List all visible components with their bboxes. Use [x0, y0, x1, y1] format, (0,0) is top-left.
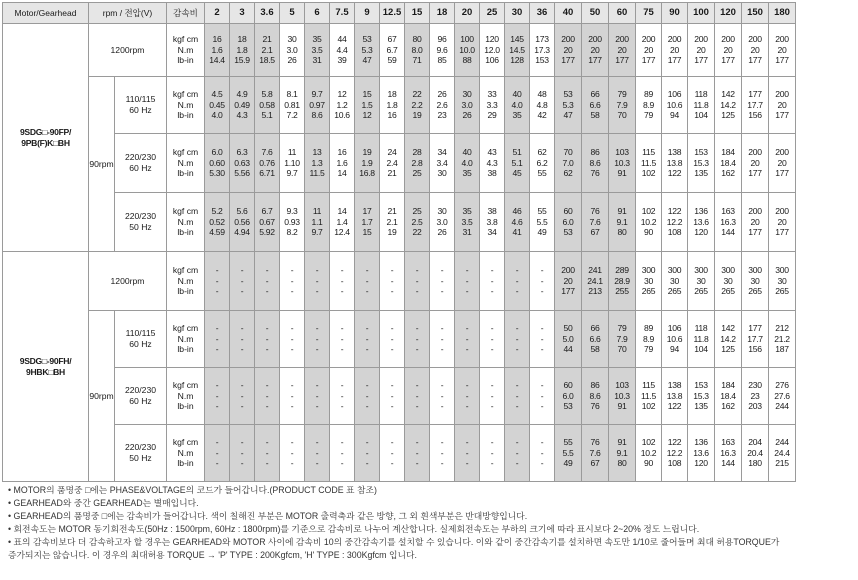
- ratio-header: 18: [430, 3, 455, 24]
- torque-cell: 300 30 265: [636, 252, 662, 311]
- table-row: [3, 77, 796, 134]
- torque-cell: 5.6 0.56 4.94: [230, 193, 255, 252]
- torque-cell: 48 4.8 42: [530, 77, 555, 134]
- torque-cell: 4.9 0.49 4.3: [230, 77, 255, 134]
- torque-cell: - - -: [230, 425, 255, 482]
- torque-cell: 66 6.6 58: [582, 77, 609, 134]
- torque-cell: - - -: [405, 252, 430, 311]
- ratio-header: 5: [280, 3, 305, 24]
- torque-cell: 115 11.5 102: [636, 368, 662, 425]
- torque-cell: 106 10.6 94: [662, 311, 688, 368]
- table-row: [3, 252, 796, 311]
- torque-cell: 300 30 265: [769, 252, 796, 311]
- torque-cell: - - -: [205, 368, 230, 425]
- torque-cell: - - -: [455, 311, 480, 368]
- torque-cell: - - -: [530, 368, 555, 425]
- torque-cell: - - -: [405, 425, 430, 482]
- torque-cell: 184 18.4 162: [715, 134, 742, 193]
- header-rpm-voltage: rpm / 전압(V): [89, 3, 167, 24]
- torque-cell: - - -: [480, 368, 505, 425]
- torque-cell: 163 16.3 144: [715, 193, 742, 252]
- torque-table: [2, 2, 796, 482]
- torque-cell: - - -: [505, 252, 530, 311]
- torque-cell: - - -: [255, 311, 280, 368]
- torque-cell: - - -: [205, 252, 230, 311]
- torque-cell: - - -: [205, 311, 230, 368]
- torque-cell: 44 4.4 39: [330, 24, 355, 77]
- torque-cell: 9.7 0.97 8.6: [305, 77, 330, 134]
- torque-cell: 38 3.8 34: [480, 193, 505, 252]
- torque-cell: 66 6.6 58: [582, 311, 609, 368]
- torque-cell: 289 28.9 255: [609, 252, 636, 311]
- ratio-header: 100: [688, 3, 715, 24]
- ratio-header: 120: [715, 3, 742, 24]
- torque-cell: 53 5.3 47: [555, 77, 582, 134]
- torque-cell: 200 20 177: [769, 134, 796, 193]
- torque-cell: 30 3.0 26: [430, 193, 455, 252]
- torque-cell: - - -: [380, 311, 405, 368]
- torque-cell: - - -: [455, 252, 480, 311]
- torque-cell: 24 2.4 21: [380, 134, 405, 193]
- ratio-header: 90: [662, 3, 688, 24]
- torque-cell: - - -: [380, 425, 405, 482]
- units-label: kgf cm N.m lb-in: [167, 193, 205, 252]
- torque-cell: 4.5 0.45 4.0: [205, 77, 230, 134]
- torque-cell: - - -: [380, 252, 405, 311]
- table-row: [3, 311, 796, 368]
- ratio-header: 75: [636, 3, 662, 24]
- torque-cell: 200 20 177: [769, 77, 796, 134]
- torque-cell: 14 1.4 12.4: [330, 193, 355, 252]
- torque-cell: 91 9.1 80: [609, 425, 636, 482]
- torque-cell: 13 1.3 11.5: [305, 134, 330, 193]
- torque-cell: 26 2.6 23: [430, 77, 455, 134]
- torque-cell: - - -: [255, 368, 280, 425]
- torque-cell: 12 1.2 10.6: [330, 77, 355, 134]
- torque-cell: 19 1.9 16.8: [355, 134, 380, 193]
- torque-cell: - - -: [505, 311, 530, 368]
- torque-cell: - - -: [305, 368, 330, 425]
- group-label: 220/230 60 Hz: [115, 368, 167, 425]
- torque-cell: 76 7.6 67: [582, 193, 609, 252]
- torque-cell: 200 20 177: [769, 193, 796, 252]
- ratio-header: 60: [609, 3, 636, 24]
- torque-cell: 43 4.3 38: [480, 134, 505, 193]
- ratio-header: 9: [355, 3, 380, 24]
- torque-cell: 40 4.0 35: [455, 134, 480, 193]
- ratio-header: 30: [505, 3, 530, 24]
- footnote: • 회전속도는 MOTOR 동기회전속도(50Hz : 1500rpm, 60Hz : 1800rpm)를 기준으로 감속비로 나누어 계산합니다. 실제회전속도는 부하의 크기에 따라 표시보다 2~20% 정도 느립니다.: [8, 524, 700, 534]
- torque-cell: 16 1.6 14.4: [205, 24, 230, 77]
- torque-cell: - - -: [480, 425, 505, 482]
- torque-cell: 122 12.2 108: [662, 425, 688, 482]
- torque-cell: 25 2.5 22: [405, 193, 430, 252]
- torque-cell: 142 14.2 125: [715, 311, 742, 368]
- footnote: • 표의 감속비보다 더 감속하고자 할 경우는 GEARHEAD와 MOTOR 사이에 감속비 10의 중간감속기를 설치할 수 있습니다. 이와 같이 중간감속기를 설치하면 속도만 1/10로 줄어들며 최대 허용TORQUE가: [8, 537, 780, 547]
- torque-cell: - - -: [330, 252, 355, 311]
- torque-cell: 51 5.1 45: [505, 134, 530, 193]
- torque-cell: - - -: [205, 425, 230, 482]
- torque-cell: 300 30 265: [688, 252, 715, 311]
- torque-cell: 50 5.0 44: [555, 311, 582, 368]
- footnote: • GEARHEAD와 중간 GEARHEAD는 별매입니다.: [8, 498, 199, 508]
- torque-cell: - - -: [230, 311, 255, 368]
- torque-cell: 16 1.6 14: [330, 134, 355, 193]
- table-row: [3, 425, 796, 482]
- torque-cell: 138 13.8 122: [662, 368, 688, 425]
- torque-cell: - - -: [330, 368, 355, 425]
- torque-cell: 6.3 0.63 5.56: [230, 134, 255, 193]
- ratio-header: 6: [305, 3, 330, 24]
- torque-cell: 79 7.9 70: [609, 311, 636, 368]
- torque-cell: 18 1.8 15.9: [230, 24, 255, 77]
- units-label: kgf cm N.m lb-in: [167, 134, 205, 193]
- torque-cell: 200 20 177: [769, 24, 796, 77]
- torque-cell: 80 8.0 71: [405, 24, 430, 77]
- torque-cell: - - -: [305, 252, 330, 311]
- torque-cell: 18 1.8 16: [380, 77, 405, 134]
- torque-cell: 17 1.7 15: [355, 193, 380, 252]
- units-label: kgf cm N.m lb-in: [167, 311, 205, 368]
- torque-cell: - - -: [355, 368, 380, 425]
- torque-cell: - - -: [430, 252, 455, 311]
- torque-cell: - - -: [305, 425, 330, 482]
- ratio-header: 40: [555, 3, 582, 24]
- torque-cell: 184 18.4 162: [715, 368, 742, 425]
- torque-cell: 15 1.5 12: [355, 77, 380, 134]
- ratio-header: 3.6: [255, 3, 280, 24]
- torque-cell: - - -: [530, 311, 555, 368]
- torque-cell: 200 20 177: [555, 252, 582, 311]
- torque-cell: - - -: [505, 425, 530, 482]
- torque-cell: - - -: [530, 252, 555, 311]
- torque-cell: 21 2.1 19: [380, 193, 405, 252]
- torque-cell: 21 2.1 18.5: [255, 24, 280, 77]
- torque-cell: - - -: [530, 425, 555, 482]
- torque-cell: 5.2 0.52 4.59: [205, 193, 230, 252]
- torque-cell: 145 14.5 128: [505, 24, 530, 77]
- torque-cell: 212 21.2 187: [769, 311, 796, 368]
- torque-cell: 177 17.7 156: [742, 311, 769, 368]
- footnotes: [8, 484, 854, 562]
- header-row: [3, 3, 796, 24]
- torque-cell: 200 20 177: [742, 193, 769, 252]
- torque-cell: 136 13.6 120: [688, 425, 715, 482]
- torque-cell: 241 24.1 213: [582, 252, 609, 311]
- ratio-header: 36: [530, 3, 555, 24]
- torque-cell: 122 12.2 108: [662, 193, 688, 252]
- torque-cell: 55 5.5 49: [530, 193, 555, 252]
- ratio-header: 50: [582, 3, 609, 24]
- torque-cell: 89 8.9 79: [636, 311, 662, 368]
- torque-cell: 177 17.7 156: [742, 77, 769, 134]
- torque-cell: - - -: [255, 425, 280, 482]
- torque-cell: 103 10.3 91: [609, 134, 636, 193]
- speed-1200rpm: 1200rpm: [89, 24, 167, 77]
- footnote: • MOTOR의 품명중 □에는 PHASE&VOLTAGE의 코드가 들어갑니다.(PRODUCT CODE 표 참조): [8, 485, 377, 495]
- torque-cell: - - -: [280, 252, 305, 311]
- ratio-header: 3: [230, 3, 255, 24]
- torque-cell: 35 3.5 31: [305, 24, 330, 77]
- torque-cell: 200 20 177: [636, 24, 662, 77]
- torque-cell: 200 20 177: [715, 24, 742, 77]
- torque-cell: 200 20 177: [662, 24, 688, 77]
- torque-cell: 300 30 265: [742, 252, 769, 311]
- torque-cell: 22 2.2 19: [405, 77, 430, 134]
- torque-cell: 33 3.3 29: [480, 77, 505, 134]
- torque-cell: 200 20 177: [742, 24, 769, 77]
- ratio-header: 7.5: [330, 3, 355, 24]
- ratio-header: 25: [480, 3, 505, 24]
- torque-cell: - - -: [330, 425, 355, 482]
- torque-cell: - - -: [430, 311, 455, 368]
- table-row: [3, 368, 796, 425]
- torque-cell: 55 5.5 49: [555, 425, 582, 482]
- torque-cell: 76 7.6 67: [582, 425, 609, 482]
- torque-cell: - - -: [480, 311, 505, 368]
- torque-cell: 11 1.1 9.7: [305, 193, 330, 252]
- ratio-header: 180: [769, 3, 796, 24]
- ratio-header: 12.5: [380, 3, 405, 24]
- torque-cell: 28 2.8 25: [405, 134, 430, 193]
- torque-cell: - - -: [305, 311, 330, 368]
- torque-cell: - - -: [230, 368, 255, 425]
- model-fh-name: 9SDG□-90FH/ 9HBK□BH: [3, 252, 89, 482]
- ratio-header: 15: [405, 3, 430, 24]
- torque-cell: 138 13.8 122: [662, 134, 688, 193]
- torque-cell: - - -: [455, 368, 480, 425]
- torque-cell: - - -: [380, 368, 405, 425]
- torque-cell: 115 11.5 102: [636, 134, 662, 193]
- footnote: • GEARHEAD의 품명중 □에는 감속비가 들어갑니다. 색이 칠해진 부분은 MOTOR 출력축과 같은 방향, 그 외 흰색부분은 반대방향입니다.: [8, 511, 528, 521]
- torque-cell: - - -: [280, 311, 305, 368]
- group-label: 220/230 60 Hz: [115, 134, 167, 193]
- torque-cell: 91 9.1 80: [609, 193, 636, 252]
- torque-cell: 96 9.6 85: [430, 24, 455, 77]
- torque-cell: 102 10.2 90: [636, 425, 662, 482]
- torque-cell: - - -: [255, 252, 280, 311]
- ratio-header: 20: [455, 3, 480, 24]
- torque-cell: 6.0 0.60 5.30: [205, 134, 230, 193]
- torque-cell: 9.3 0.93 8.2: [280, 193, 305, 252]
- torque-cell: - - -: [280, 425, 305, 482]
- group-label: 110/115 60 Hz: [115, 77, 167, 134]
- torque-cell: 60 6.0 53: [555, 368, 582, 425]
- torque-cell: 30 3.0 26: [280, 24, 305, 77]
- torque-cell: 244 24.4 215: [769, 425, 796, 482]
- units-label: kgf cm N.m lb-in: [167, 24, 205, 77]
- torque-cell: 11 1.10 9.7: [280, 134, 305, 193]
- torque-cell: 200 20 177: [555, 24, 582, 77]
- torque-cell: 300 30 265: [715, 252, 742, 311]
- table-row: [3, 193, 796, 252]
- torque-cell: - - -: [405, 311, 430, 368]
- table-row: [3, 24, 796, 77]
- torque-cell: 35 3.5 31: [455, 193, 480, 252]
- torque-cell: 136 13.6 120: [688, 193, 715, 252]
- torque-cell: 204 20.4 180: [742, 425, 769, 482]
- torque-cell: - - -: [505, 368, 530, 425]
- torque-cell: 7.6 0.76 6.71: [255, 134, 280, 193]
- torque-cell: - - -: [455, 425, 480, 482]
- torque-cell: - - -: [280, 368, 305, 425]
- torque-cell: 163 16.3 144: [715, 425, 742, 482]
- torque-cell: 153 15.3 135: [688, 368, 715, 425]
- torque-cell: 86 8.6 76: [582, 368, 609, 425]
- torque-cell: 118 11.8 104: [688, 77, 715, 134]
- torque-cell: 230 23 203: [742, 368, 769, 425]
- torque-cell: 6.7 0.67 5.92: [255, 193, 280, 252]
- torque-cell: 67 6.7 59: [380, 24, 405, 77]
- footnote: 증가되지는 않습니다. 이 경우의 최대허용 TORQUE → 'P' TYPE : 200Kgfcm, 'H' TYPE : 300Kgfcm 입니다.: [8, 550, 417, 560]
- torque-cell: 5.8 0.58 5.1: [255, 77, 280, 134]
- header-ratio-label: 감속비: [167, 3, 205, 24]
- torque-cell: 60 6.0 53: [555, 193, 582, 252]
- ratio-header: 2: [205, 3, 230, 24]
- torque-cell: 100 10.0 88: [455, 24, 480, 77]
- group-label: 110/115 60 Hz: [115, 311, 167, 368]
- torque-cell: 86 8.6 76: [582, 134, 609, 193]
- speed-90rpm: 90rpm: [89, 77, 115, 252]
- units-label: kgf cm N.m lb-in: [167, 368, 205, 425]
- torque-cell: - - -: [330, 311, 355, 368]
- torque-cell: 200 20 177: [688, 24, 715, 77]
- torque-cell: - - -: [480, 252, 505, 311]
- speed-1200rpm: 1200rpm: [89, 252, 167, 311]
- torque-cell: 300 30 265: [662, 252, 688, 311]
- torque-cell: 53 5.3 47: [355, 24, 380, 77]
- torque-cell: 62 6.2 55: [530, 134, 555, 193]
- torque-cell: 102 10.2 90: [636, 193, 662, 252]
- torque-cell: 40 4.0 35: [505, 77, 530, 134]
- torque-cell: 70 7.0 62: [555, 134, 582, 193]
- ratio-header: 150: [742, 3, 769, 24]
- torque-cell: - - -: [430, 425, 455, 482]
- model-fp-name: 9SDG□-90FP/ 9PB(F)K□BH: [3, 24, 89, 252]
- units-label: kgf cm N.m lb-in: [167, 77, 205, 134]
- torque-cell: - - -: [430, 368, 455, 425]
- torque-cell: 142 14.2 125: [715, 77, 742, 134]
- torque-cell: 103 10.3 91: [609, 368, 636, 425]
- torque-cell: 46 4.6 41: [505, 193, 530, 252]
- torque-cell: - - -: [405, 368, 430, 425]
- torque-cell: 89 8.9 79: [636, 77, 662, 134]
- table-row: [3, 134, 796, 193]
- header-motor-gearhead: Motor/Gearhead: [3, 3, 89, 24]
- torque-cell: 200 20 177: [609, 24, 636, 77]
- units-label: kgf cm N.m lb-in: [167, 425, 205, 482]
- torque-cell: 30 3.0 26: [455, 77, 480, 134]
- torque-cell: 8.1 0.81 7.2: [280, 77, 305, 134]
- group-label: 220/230 50 Hz: [115, 193, 167, 252]
- units-label: kgf cm N.m lb-in: [167, 252, 205, 311]
- torque-cell: 118 11.8 104: [688, 311, 715, 368]
- torque-cell: 200 20 177: [742, 134, 769, 193]
- torque-cell: 276 27.6 244: [769, 368, 796, 425]
- torque-cell: 153 15.3 135: [688, 134, 715, 193]
- torque-cell: - - -: [355, 425, 380, 482]
- torque-cell: 106 10.6 94: [662, 77, 688, 134]
- torque-cell: 79 7.9 70: [609, 77, 636, 134]
- torque-cell: - - -: [355, 311, 380, 368]
- group-label: 220/230 50 Hz: [115, 425, 167, 482]
- torque-cell: - - -: [355, 252, 380, 311]
- torque-cell: 120 12.0 106: [480, 24, 505, 77]
- speed-90rpm: 90rpm: [89, 311, 115, 482]
- torque-cell: 200 20 177: [582, 24, 609, 77]
- torque-cell: - - -: [230, 252, 255, 311]
- torque-cell: 173 17.3 153: [530, 24, 555, 77]
- torque-cell: 34 3.4 30: [430, 134, 455, 193]
